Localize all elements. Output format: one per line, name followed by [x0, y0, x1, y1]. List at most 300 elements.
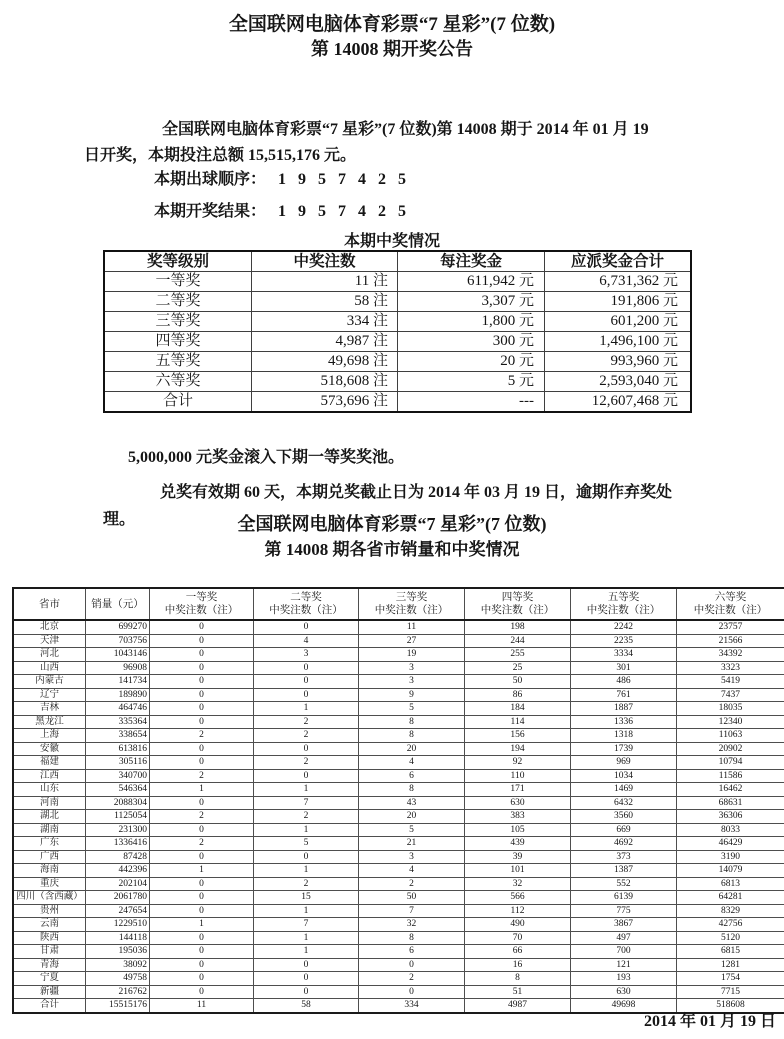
table-cell: 8	[359, 715, 465, 729]
table-cell: 58 注	[252, 292, 398, 312]
table-cell: 1	[254, 783, 359, 797]
table-cell: 112	[465, 904, 571, 918]
table-cell: 373	[571, 850, 677, 864]
table-row	[104, 372, 691, 392]
table-cell: 49,698 注	[252, 352, 398, 372]
table-cell: 611,942 元	[398, 272, 545, 292]
table-cell: 0	[150, 850, 254, 864]
table-cell: 20902	[677, 742, 784, 756]
table-cell: 0	[150, 945, 254, 959]
table-cell: 1	[254, 945, 359, 959]
table-cell: 50	[465, 675, 571, 689]
table-cell: 64281	[677, 891, 784, 905]
table-cell: 191,806 元	[545, 292, 692, 312]
table-cell: 1	[254, 904, 359, 918]
draw-result-label: 本期开奖结果：	[154, 203, 267, 220]
table-cell: 五等奖	[104, 352, 252, 372]
table-cell: 1	[150, 783, 254, 797]
table-cell: 11 注	[252, 272, 398, 292]
table-cell: 2	[359, 972, 465, 986]
table-cell: 1125054	[86, 810, 150, 824]
table-cell: 0	[254, 675, 359, 689]
table-cell: 0	[150, 958, 254, 972]
table-cell: 0	[254, 742, 359, 756]
table-row	[13, 850, 784, 864]
table-cell: 2235	[571, 634, 677, 648]
ball-order-label: 本期出球顺序：	[154, 171, 267, 188]
table-cell: 6139	[571, 891, 677, 905]
page-title-line2: 第 14008 期开奖公告	[311, 39, 473, 59]
table-cell: 河南	[13, 796, 86, 810]
table-cell: 2	[254, 877, 359, 891]
table-cell: 0	[150, 904, 254, 918]
table-cell: 566	[465, 891, 571, 905]
prize-table	[103, 250, 692, 413]
table-cell: 10794	[677, 756, 784, 770]
rollover-paragraph: 5,000,000 元奖金滚入下期一等奖奖池。	[128, 449, 405, 466]
table-cell: 12340	[677, 715, 784, 729]
table-cell: 490	[465, 918, 571, 932]
table-cell: 0	[150, 985, 254, 999]
table-cell: 8033	[677, 823, 784, 837]
column-header-label: 六等奖	[714, 592, 747, 603]
table-cell: 189890	[86, 688, 150, 702]
table-cell: 8	[359, 729, 465, 743]
table-cell: 天津	[13, 634, 86, 648]
table-cell: 上海	[13, 729, 86, 743]
table-cell: 518608	[677, 999, 784, 1013]
table-cell: 300 元	[398, 332, 545, 352]
table-cell: 231300	[86, 823, 150, 837]
table-cell: 3	[359, 675, 465, 689]
table-cell: 993,960 元	[545, 352, 692, 372]
table-cell: 11063	[677, 729, 784, 743]
table-cell: 3	[359, 850, 465, 864]
table-row	[13, 945, 784, 959]
table-cell: 518,608 注	[252, 372, 398, 392]
table-cell: 2	[150, 810, 254, 824]
province-table-header-row	[13, 588, 784, 620]
ball-order-line	[154, 166, 410, 189]
table-row	[13, 729, 784, 743]
table-cell: 141734	[86, 675, 150, 689]
column-header: 每注奖金	[398, 251, 545, 272]
table-cell: 0	[359, 958, 465, 972]
table-cell: 0	[150, 891, 254, 905]
table-cell: 二等奖	[104, 292, 252, 312]
table-row	[13, 648, 784, 662]
table-cell: 573,696 注	[252, 392, 398, 413]
table-cell: 775	[571, 904, 677, 918]
column-header	[571, 588, 677, 620]
table-cell: 1336	[571, 715, 677, 729]
table-cell: 7715	[677, 985, 784, 999]
table-cell: 198	[465, 620, 571, 634]
column-header-label: 销量（元）	[91, 598, 144, 610]
table-cell: 1	[254, 702, 359, 716]
table-cell: 0	[150, 972, 254, 986]
table-cell: 6815	[677, 945, 784, 959]
table-cell: 335364	[86, 715, 150, 729]
table-cell: 3	[254, 648, 359, 662]
table-cell: 244	[465, 634, 571, 648]
table-cell: 一等奖	[104, 272, 252, 292]
table-cell: 1318	[571, 729, 677, 743]
column-header	[254, 588, 359, 620]
table-cell: 5 元	[398, 372, 545, 392]
table-cell: 202104	[86, 877, 150, 891]
table-row	[13, 769, 784, 783]
table-cell: 49698	[571, 999, 677, 1013]
column-header-subline: 中奖注数（注）	[269, 605, 343, 616]
table-cell: 3323	[677, 661, 784, 675]
table-cell: 301	[571, 661, 677, 675]
table-row	[13, 931, 784, 945]
table-cell: 1229510	[86, 918, 150, 932]
table-cell: 2	[254, 756, 359, 770]
table-cell: 19	[359, 648, 465, 662]
table-cell: 105	[465, 823, 571, 837]
table-cell: 2	[150, 729, 254, 743]
column-header	[359, 588, 465, 620]
table-cell: 2	[359, 877, 465, 891]
table-cell: 1	[150, 864, 254, 878]
table-cell: 福建	[13, 756, 86, 770]
table-cell: 34392	[677, 648, 784, 662]
table-row	[13, 985, 784, 999]
table-cell: 338654	[86, 729, 150, 743]
column-header-label: 二等奖	[290, 592, 322, 603]
table-cell: 96908	[86, 661, 150, 675]
intro-paragraph: 全国联网电脑体育彩票“7 星彩”(7 位数)第 14008 期于 2014 年 01 月 19 日开奖，本期投注总额 15,515,176 元。	[84, 121, 649, 164]
draw-result-value: 1 9 5 7 4 2 5	[278, 203, 411, 220]
table-cell: 46429	[677, 837, 784, 851]
column-header-label: 省市	[39, 598, 60, 610]
table-cell: ---	[398, 392, 545, 413]
table-cell: 194	[465, 742, 571, 756]
table-cell: 39	[465, 850, 571, 864]
table-cell: 0	[150, 877, 254, 891]
table-cell: 0	[359, 985, 465, 999]
table-cell: 7437	[677, 688, 784, 702]
column-header-subline: 中奖注数（注）	[164, 605, 239, 616]
table-cell: 439	[465, 837, 571, 851]
table-cell: 12,607,468 元	[545, 392, 692, 413]
table-cell: 0	[254, 769, 359, 783]
table-cell: 15	[254, 891, 359, 905]
province-sales-table	[12, 587, 784, 1014]
table-cell: 0	[150, 823, 254, 837]
table-cell: 3190	[677, 850, 784, 864]
table-cell: 43	[359, 796, 465, 810]
table-cell: 2	[254, 810, 359, 824]
table-cell: 5	[254, 837, 359, 851]
table-cell: 969	[571, 756, 677, 770]
table-cell: 114	[465, 715, 571, 729]
table-cell: 7	[359, 904, 465, 918]
table-cell: 合计	[13, 999, 86, 1013]
section2-title-line2: 第 14008 期各省市销量和中奖情况	[264, 540, 520, 559]
table-row	[13, 904, 784, 918]
table-cell: 3,307 元	[398, 292, 545, 312]
table-cell: 海南	[13, 864, 86, 878]
table-cell: 305116	[86, 756, 150, 770]
table-cell: 1	[254, 823, 359, 837]
table-cell: 42756	[677, 918, 784, 932]
table-cell: 1,800 元	[398, 312, 545, 332]
table-cell: 0	[150, 675, 254, 689]
table-cell: 湖南	[13, 823, 86, 837]
table-cell: 7	[254, 918, 359, 932]
table-cell: 0	[150, 634, 254, 648]
table-cell: 21566	[677, 634, 784, 648]
table-cell: 11	[150, 999, 254, 1013]
table-row	[104, 312, 691, 332]
table-cell: 66	[465, 945, 571, 959]
table-cell: 4692	[571, 837, 677, 851]
ball-order-value: 1 9 5 7 4 2 5	[278, 171, 411, 188]
table-cell: 699270	[86, 620, 150, 634]
table-cell: 4,987 注	[252, 332, 398, 352]
column-header	[150, 588, 254, 620]
table-cell: 761	[571, 688, 677, 702]
table-row	[104, 332, 691, 352]
table-cell: 0	[254, 972, 359, 986]
table-cell: 湖北	[13, 810, 86, 824]
table-cell: 255	[465, 648, 571, 662]
table-cell: 383	[465, 810, 571, 824]
table-cell: 121	[571, 958, 677, 972]
table-row	[104, 292, 691, 312]
table-cell: 9	[359, 688, 465, 702]
column-header-label: 四等奖	[501, 592, 534, 603]
table-row	[13, 837, 784, 851]
table-cell: 4	[254, 634, 359, 648]
table-cell: 重庆	[13, 877, 86, 891]
table-cell: 20 元	[398, 352, 545, 372]
table-row	[13, 783, 784, 797]
table-cell: 11586	[677, 769, 784, 783]
table-cell: 0	[150, 648, 254, 662]
table-cell: 内蒙古	[13, 675, 86, 689]
table-cell: 北京	[13, 620, 86, 634]
table-cell: 32	[359, 918, 465, 932]
table-cell: 2088304	[86, 796, 150, 810]
table-cell: 546364	[86, 783, 150, 797]
table-row	[104, 392, 691, 413]
table-cell: 50	[359, 891, 465, 905]
table-cell: 六等奖	[104, 372, 252, 392]
table-cell: 8	[465, 972, 571, 986]
table-cell: 3867	[571, 918, 677, 932]
table-cell: 5	[359, 823, 465, 837]
table-cell: 1336416	[86, 837, 150, 851]
table-cell: 四等奖	[104, 332, 252, 352]
table-row	[13, 972, 784, 986]
table-cell: 山东	[13, 783, 86, 797]
table-cell: 87428	[86, 850, 150, 864]
table-cell: 23757	[677, 620, 784, 634]
table-row	[13, 918, 784, 932]
table-cell: 4	[359, 864, 465, 878]
table-cell: 442396	[86, 864, 150, 878]
table-cell: 193	[571, 972, 677, 986]
table-cell: 101	[465, 864, 571, 878]
table-cell: 464746	[86, 702, 150, 716]
table-cell: 1387	[571, 864, 677, 878]
table-cell: 0	[254, 620, 359, 634]
table-cell: 黑龙江	[13, 715, 86, 729]
table-cell: 0	[150, 796, 254, 810]
table-cell: 0	[150, 931, 254, 945]
table-cell: 2,593,040 元	[545, 372, 692, 392]
column-header-label: 一等奖	[185, 592, 218, 603]
table-cell: 2	[254, 729, 359, 743]
table-cell: 20	[359, 810, 465, 824]
table-cell: 1034	[571, 769, 677, 783]
table-row	[13, 958, 784, 972]
table-cell: 0	[150, 620, 254, 634]
column-header: 奖等级别	[104, 251, 252, 272]
table-cell: 8	[359, 931, 465, 945]
table-cell: 25	[465, 661, 571, 675]
table-cell: 601,200 元	[545, 312, 692, 332]
table-cell: 70	[465, 931, 571, 945]
table-cell: 27	[359, 634, 465, 648]
table-cell: 0	[150, 715, 254, 729]
table-cell: 51	[465, 985, 571, 999]
table-cell: 1469	[571, 783, 677, 797]
table-row	[13, 810, 784, 824]
table-cell: 486	[571, 675, 677, 689]
table-cell: 2	[150, 769, 254, 783]
table-cell: 86	[465, 688, 571, 702]
table-cell: 334	[359, 999, 465, 1013]
column-header-subline: 中奖注数（注）	[586, 605, 661, 616]
column-header	[465, 588, 571, 620]
table-row	[13, 675, 784, 689]
table-cell: 陕西	[13, 931, 86, 945]
table-cell: 河北	[13, 648, 86, 662]
table-cell: 甘肃	[13, 945, 86, 959]
table-cell: 20	[359, 742, 465, 756]
table-cell: 32	[465, 877, 571, 891]
table-cell: 156	[465, 729, 571, 743]
table-cell: 340700	[86, 769, 150, 783]
table-cell: 8	[359, 783, 465, 797]
table-cell: 195036	[86, 945, 150, 959]
table-cell: 171	[465, 783, 571, 797]
prize-table-caption: 本期中奖情况	[343, 233, 440, 250]
table-cell: 36306	[677, 810, 784, 824]
section2-title-line1: 全国联网电脑体育彩票“7 星彩”(7 位数)	[237, 514, 547, 534]
page-title-line1: 全国联网电脑体育彩票“7 星彩”(7 位数)	[228, 14, 556, 35]
table-row	[104, 272, 691, 292]
table-cell: 18035	[677, 702, 784, 716]
table-cell: 6	[359, 769, 465, 783]
table-cell: 江西	[13, 769, 86, 783]
table-cell: 21	[359, 837, 465, 851]
column-header-label: 三等奖	[395, 592, 428, 603]
column-header: 应派奖金合计	[545, 251, 692, 272]
table-cell: 0	[254, 958, 359, 972]
table-cell: 0	[150, 688, 254, 702]
table-cell: 三等奖	[104, 312, 252, 332]
column-header-label: 五等奖	[607, 592, 640, 603]
table-cell: 38092	[86, 958, 150, 972]
table-cell: 青海	[13, 958, 86, 972]
table-cell: 184	[465, 702, 571, 716]
table-cell: 1887	[571, 702, 677, 716]
column-header-subline: 中奖注数（注）	[693, 605, 768, 616]
column-header	[13, 588, 86, 620]
table-cell: 6432	[571, 796, 677, 810]
table-cell: 5	[359, 702, 465, 716]
column-header: 中奖注数	[252, 251, 398, 272]
prize-table-header-row	[104, 251, 691, 272]
table-cell: 合计	[104, 392, 252, 413]
table-row	[13, 688, 784, 702]
footer-date: 2014 年 01 月 19 日	[643, 1013, 776, 1030]
table-row	[13, 796, 784, 810]
table-cell: 2	[150, 837, 254, 851]
table-row	[13, 702, 784, 716]
table-cell: 辽宁	[13, 688, 86, 702]
table-cell: 3334	[571, 648, 677, 662]
table-cell: 山西	[13, 661, 86, 675]
table-cell: 1281	[677, 958, 784, 972]
table-cell: 2242	[571, 620, 677, 634]
table-row	[13, 715, 784, 729]
table-cell: 安徽	[13, 742, 86, 756]
table-cell: 0	[150, 756, 254, 770]
redeem-paragraph: 兑奖有效期 60 天，本期兑奖截止日为 2014 年 03 月 19 日，逾期作弃奖处理。	[103, 484, 673, 528]
table-cell: 49758	[86, 972, 150, 986]
table-cell: 5419	[677, 675, 784, 689]
table-cell: 贵州	[13, 904, 86, 918]
table-row	[13, 661, 784, 675]
table-cell: 6,731,362 元	[545, 272, 692, 292]
table-cell: 14079	[677, 864, 784, 878]
table-cell: 3	[359, 661, 465, 675]
table-cell: 四川（含西藏）	[13, 891, 86, 905]
table-cell: 0	[150, 742, 254, 756]
table-cell: 6813	[677, 877, 784, 891]
table-cell: 新疆	[13, 985, 86, 999]
table-cell: 1043146	[86, 648, 150, 662]
table-cell: 16	[465, 958, 571, 972]
table-cell: 2	[254, 715, 359, 729]
table-cell: 110	[465, 769, 571, 783]
table-cell: 613816	[86, 742, 150, 756]
table-cell: 宁夏	[13, 972, 86, 986]
table-cell: 0	[150, 702, 254, 716]
column-header	[677, 588, 784, 620]
table-cell: 1754	[677, 972, 784, 986]
table-cell: 2061780	[86, 891, 150, 905]
table-cell: 0	[254, 985, 359, 999]
table-row	[104, 352, 691, 372]
table-cell: 7	[254, 796, 359, 810]
table-row	[13, 620, 784, 634]
table-cell: 5120	[677, 931, 784, 945]
column-header	[86, 588, 150, 620]
table-cell: 1	[254, 931, 359, 945]
table-cell: 630	[465, 796, 571, 810]
table-cell: 1	[254, 864, 359, 878]
table-row	[13, 634, 784, 648]
table-cell: 1739	[571, 742, 677, 756]
